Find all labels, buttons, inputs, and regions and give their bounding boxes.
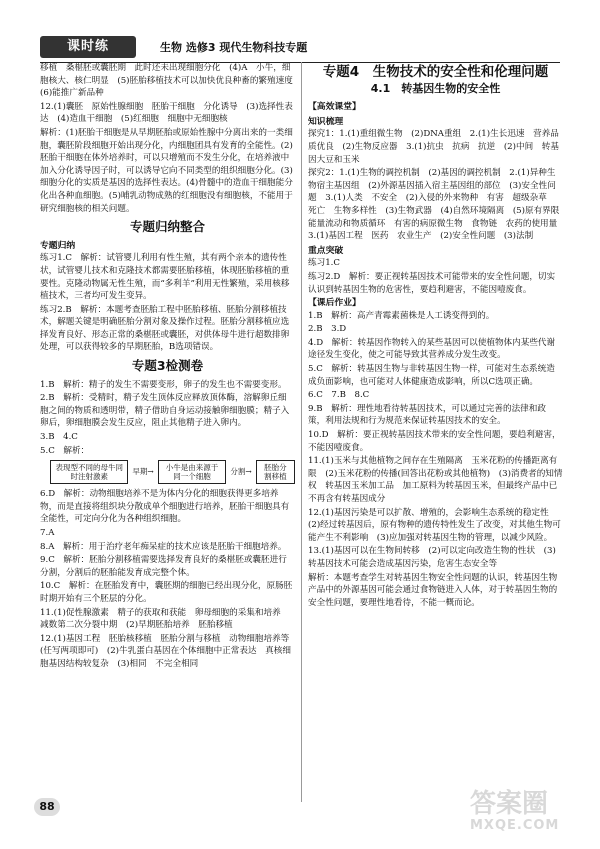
left-column bbox=[40, 62, 302, 672]
answer-text: 10.C 解析：在胚胎发育中，囊胚期的细胞已经出现分化，原肠胚时期开始有三个胚层的分化。 bbox=[40, 581, 293, 604]
column-divider bbox=[301, 62, 302, 802]
answer-text: 11.(1)促性腺激素 精子的获取和获能 卵母细胞的采集和培养 减数第二次分裂中期 (2)早期胚胎培养 胚胎移植 bbox=[40, 607, 290, 631]
section-title: 专题3检测卷 bbox=[131, 358, 204, 374]
flow-arrow: 分割→ bbox=[230, 466, 252, 476]
section-label: 重点突破 bbox=[308, 245, 344, 256]
answer-text: 9.B 解析：理性地看待转基因技术，可以通过完善的法律和政策，利用法规和行为规范来保证转基因技术的安全。 bbox=[308, 403, 546, 427]
answer-text: 6.C 7.B 8.C bbox=[308, 390, 370, 401]
page-header bbox=[40, 36, 560, 63]
answer-text: 13.(1)基因可以在生物间转移 (2)可以定向改造生物的性状 (3)转基因技术可能会造成基因污染，危害生态安全等 bbox=[308, 546, 556, 569]
answer-text: 8.A 解析：用于治疗老年痴呆症的技术应该是胚胎干细胞培养。 bbox=[40, 541, 287, 552]
flow-diagram bbox=[50, 460, 295, 484]
answer-text: 解析：(1)胚胎干细胞是从早期胚胎或原始性腺中分离出来的一类细胞，囊胚阶段细胞开始出现分化，内细胞团具有发育的全能性。(2)胚胎干细胞在体外培养时，可以只增殖而不发生分化，在培养液中加入分化诱导因子时，可以诱导它向不同类型的组织细胞分化。(3)细胞分化的实质是基因的选择性表达。(4)骨髓中的造血干细胞能分化出各种血细胞。(5)哺乳动物成熟的红细胞没有细胞核，不能用于研究细胞核的相关问题。 bbox=[40, 127, 293, 214]
section-tag: 【高效课堂】 bbox=[308, 102, 361, 113]
answer-text: 练习2.B 解析：本题考查胚胎工程中胚胎移植、胚胎分割移植技术，解题关键是明确胚胎分割对象及操作过程。胚胎分割移植应选择发育良好、形态正常的桑椹胚或囊胚，对供体母牛进行超数排卵处理，可以获得较多的早期胚胎，B选项错误。 bbox=[40, 304, 290, 353]
section-label: 专题归纳 bbox=[40, 240, 76, 251]
right-column bbox=[308, 62, 568, 610]
watermark bbox=[470, 790, 580, 840]
topic-title: 专题4 生物技术的安全性和伦理问题 bbox=[322, 64, 549, 80]
page-number: 88 bbox=[34, 798, 60, 816]
answer-text: 解析：本题考查学生对转基因生物安全性问题的认识，转基因生物产品中的外源基因可能会通过食物链进入人体，对于转基因生物的安全性问题，要理性地看待，不能一概而论。 bbox=[308, 572, 558, 608]
flow-arrow-label: 早期 bbox=[132, 466, 148, 476]
answer-text: 1.B 解析：精子的发生不需要变形，卵子的发生也不需要变形。 bbox=[40, 379, 287, 390]
answer-text: 练习1.C 解析：试管婴儿利用有性生殖，其有两个亲本的遗传性状，试管婴儿技术和克隆技术都需要胚胎移植，体现胚胎移植的重要性。克隆动物属无性生殖，而“多利羊”利用无性繁殖，采用核移植技术，三者均可发生变异。 bbox=[40, 253, 290, 302]
answer-text: 12.(1)囊胚 原始性腺细胞 胚胎干细胞 分化诱导 (3)选择性表达 (4)造血干细胞 (5)红细胞 细胞中无细胞核 bbox=[40, 101, 293, 125]
watermark-url: MXQE.COM bbox=[470, 818, 560, 833]
answer-text: 5.C 解析： bbox=[40, 445, 90, 456]
answer-text: 探究1：1.(1)重组微生物 (2)DNA重组 2.(1)生长迅速 营养品质优良 (2)生物反应器 3.(1)抗虫 抗病 抗逆 (2)中间 转基因大豆和玉米 bbox=[308, 129, 559, 165]
answer-text: 5.C 解析：转基因生物与非转基因生物一样，可能对生态系统造成负面影响，也可能对人体健康造成影响，所以C选项正确。 bbox=[308, 364, 555, 387]
flow-box: 小牛是由来源于同一个细胞 bbox=[158, 460, 227, 484]
section-label: 知识梳理 bbox=[308, 116, 344, 127]
answer-text: 6.D 解析：动物细胞培养不是为体内分化的细胞获得更多培养物，而是直接将组织块分散成单个细胞进行培养，胚胎干细胞具有全能性，可定向分化为各种组织细胞。 bbox=[40, 489, 290, 525]
answer-text: 2.B 解析：受精时，精子发生顶体反应释放顶体酶，溶解卵丘细胞之间的物质和透明带，精子借助自身运动接触卵细胞膜；精子入卵后，卵细胞膜会发生反应，阻止其他精子进入卵内。 bbox=[40, 393, 290, 429]
answer-text: 10.D 解析：要正视转基因技术带来的安全性问题，要趋利避害，不能因噎废食。 bbox=[308, 430, 561, 453]
answer-text: 12.(1)基因工程 胚胎核移植 胚胎分割与移植 动物细胞培养等(任写两项即可) (2)牛乳蛋白基因在个体细胞中正常表达 真核细胞基因结构较复杂 (3)相同 不完全相同 bbox=[40, 633, 291, 669]
answer-text: 9.C 解析：胚胎分割移植需要选择发育良好的桑椹胚或囊胚进行分割，分割后的胚胎能发育成完整个体。 bbox=[40, 555, 287, 578]
answer-text: 探究2：1.(1)生物的调控机制 (2)基因的调控机制 2.(1)异种生物宿主基因组 (2)外源基因插入宿主基因组的部位 (3)安全性问题 3.(1)人类 不安全 (2)入侵的外来物种 有害 超级杂草 死亡 生物多样性 (3)生物武器 (4)自然环境隔离 (5)原有界限 能量流动和物质循环 有害的病原微生物 食物链 农药的使用量 3.(1)基因工程 医药 农业生产 (2)安全性问题 (3)法制 bbox=[308, 168, 568, 242]
watermark-text: 答案圈 bbox=[470, 789, 549, 819]
header-title: 生物 选修3 现代生物科技专题 bbox=[160, 41, 308, 54]
section-title: 专题归纳整合 bbox=[129, 219, 205, 235]
flow-box: 胚胎分割移植 bbox=[256, 460, 295, 484]
answer-text: 11.(1)玉米与其他植物之间存在生殖隔离 玉米花粉的传播距离有限 (2)玉米花粉的传播(回答出花粉或其他植物) (3)消费者的知情权 转基因玉米加工品 加工原料为转基因玉米，但最终产品中已不再含有转基因成分 bbox=[308, 456, 563, 504]
answer-text: 7.A bbox=[40, 528, 55, 538]
answer-text: 2.B 3.D bbox=[308, 324, 347, 335]
answer-text: 1.B 解析：高产青霉素菌株是人工诱变得到的。 bbox=[308, 310, 495, 321]
section-tag: 【课后作业】 bbox=[308, 298, 361, 309]
answer-text: 12.(1)基因污染是可以扩散、增殖的，会影响生态系统的稳定性 (2)经过转基因后，原有物种的遗传特性发生了改变，对其他生物可能产生不利影响 (3)应加强对转基因生物的管理，以减少风险。 bbox=[308, 507, 561, 543]
answer-text: 3.B 4.C bbox=[40, 432, 78, 443]
flow-arrow: 早期→ bbox=[132, 466, 154, 476]
answer-text: 4.D 解析：转基因作物转入的某些基因可以使植物体内某些代谢途径发生变化，使之可能导致其营养成分发生改变。 bbox=[308, 337, 556, 361]
flow-box: 表现型不同的母牛同时注射激素 bbox=[50, 460, 128, 484]
answer-text: 练习2.D 解析：要正视转基因技术可能带来的安全性问题，切实认识到转基因生物的危害性，要趋利避害，不能因噎废食。 bbox=[308, 271, 556, 295]
brand-logo: 课时练 bbox=[40, 36, 136, 58]
answer-text: 移植 桑椹胚或囊胚期 此时还未出现细胞分化 (4)A 小牛，细胞核大、核仁明显 (5)胚胎移植技术可以加快优良种畜的繁殖速度 (6)能推广新品种 bbox=[40, 63, 302, 99]
flow-arrow-label: 分割 bbox=[230, 466, 246, 476]
lesson-title: 4.1 转基因生物的安全性 bbox=[370, 81, 501, 95]
answer-text: 练习1.C bbox=[308, 258, 340, 269]
